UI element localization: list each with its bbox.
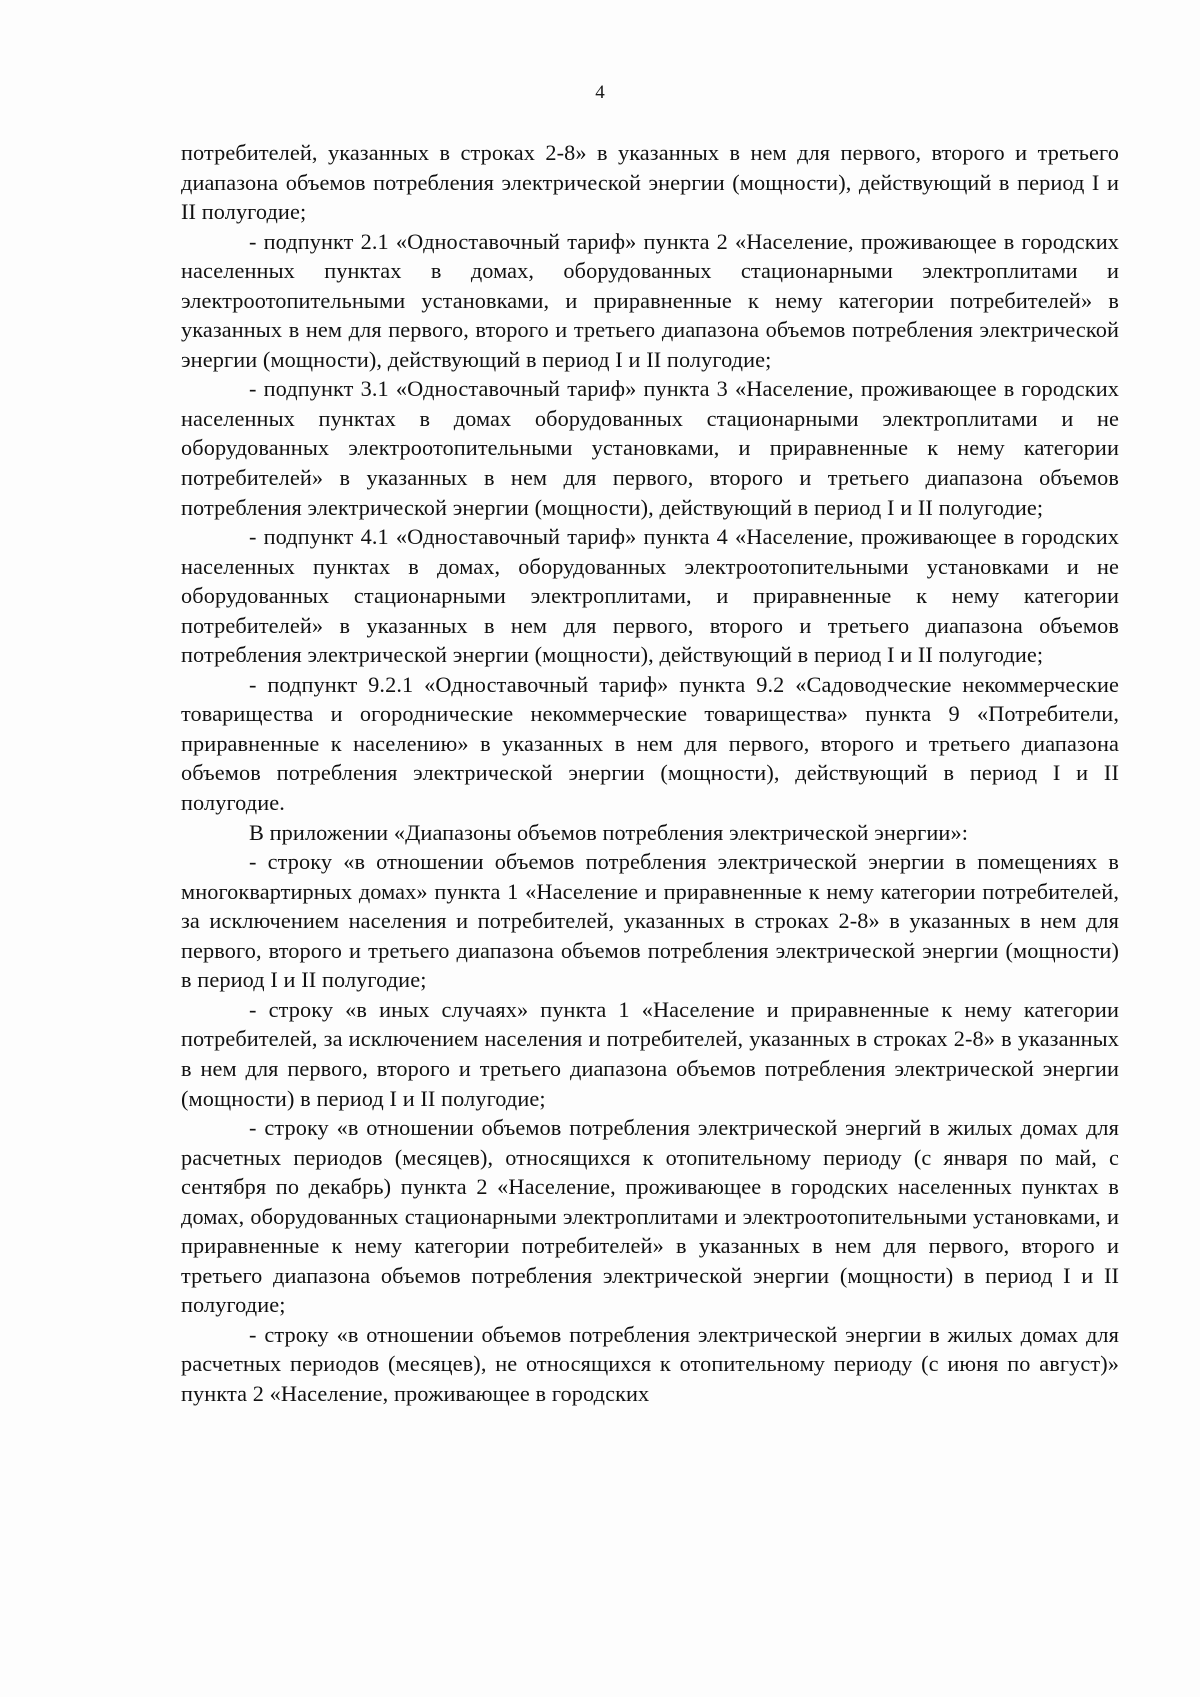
- paragraph-row-other-cases: - строку «в иных случаях» пункта 1 «Население и приравненные к нему категории потребителей, за исключением населения и потребителей, указанных в строках 2-8» в указанных в нем для первого, второго и третьего диапазона объемов потребления электрической энергии (мощности) в период I и II полугодие;: [181, 996, 1119, 1111]
- paragraph-subpoint-2-1: - подпункт 2.1 «Одноставочный тариф» пункта 2 «Население, проживающее в городских населенных пунктах в домах, оборудованных стационарными электроплитами и электроотопительными установками, и приравненные к нему категории потребителей» в указанных в нем для первого, второго и третьего диапазона объемов потребления электрической энергии (мощности), действующий в период I и II полугодие;: [181, 228, 1119, 372]
- document-body: [181, 138, 1119, 1409]
- page-number: 4: [595, 82, 605, 103]
- paragraph-row-apartments: - строку «в отношении объемов потребления электрической энергии в помещениях в многоквартирных домах» пункта 1 «Население и приравненные к нему категории потребителей, за исключением населения и потребителей, указанных в строках 2-8» в указанных в нем для первого, второго и третьего диапазона объемов потребления электрической энергии (мощности) в период I и II полугодие;: [181, 849, 1119, 993]
- paragraph-subpoint-4-1: - подпункт 4.1 «Одноставочный тариф» пункта 4 «Население, проживающее в городских населенных пунктах в домах, оборудованных электроотопительными установками и не оборудованных стационарными электроплитами, и приравненные к нему категории потребителей» в указанных в нем для первого, второго и третьего диапазона объемов потребления электрической энергии (мощности), действующий в период I и II полугодие;: [181, 524, 1119, 668]
- paragraph-continuation: потребителей, указанных в строках 2-8» в указанных в нем для первого, второго и третьего диапазона объемов потребления электрической энергии (мощности), действующий в период I и II полугодие;: [181, 140, 1119, 225]
- paragraph-row-non-heating-period: - строку «в отношении объемов потребления электрической энергии в жилых домах для расчетных периодов (месяцев), не относящихся к отопительному периоду (с июня по август)» пункта 2 «Население, проживающее в городских: [181, 1321, 1119, 1406]
- paragraph-row-heating-period: - строку «в отношении объемов потребления электрической энергий в жилых домах для расчетных периодов (месяцев), относящихся к отопительному периоду (с января по май, с сентября по декабрь) пункта 2 «Население, проживающее в городских населенных пунктах в домах, оборудованных стационарными электроплитами и электроотопительными установками, и приравненные к нему категории потребителей» в указанных в нем для первого, второго и третьего диапазона объемов потребления электрической энергии (мощности) в период I и II полугодие;: [181, 1115, 1119, 1318]
- paragraph-subpoint-3-1: - подпункт 3.1 «Одноставочный тариф» пункта 3 «Население, проживающее в городских населенных пунктах в домах оборудованных стационарными электроплитами и не оборудованных электроотопительными установками, и приравненные к нему категории потребителей» в указанных в нем для первого, второго и третьего диапазона объемов потребления электрической энергии (мощности), действующий в период I и II полугодие;: [181, 376, 1119, 520]
- paragraph-subpoint-9-2-1: - подпункт 9.2.1 «Одноставочный тариф» пункта 9.2 «Садоводческие некоммерческие товарищества и огороднические некоммерческие товарищества» пункта 9 «Потребители, приравненные к населению» в указанных в нем для первого, второго и третьего диапазона объемов потребления электрической энергии (мощности), действующий в период I и II полугодие.: [181, 671, 1119, 816]
- paragraph-appendix-intro: В приложении «Диапазоны объемов потребления электрической энергии»:: [249, 819, 969, 845]
